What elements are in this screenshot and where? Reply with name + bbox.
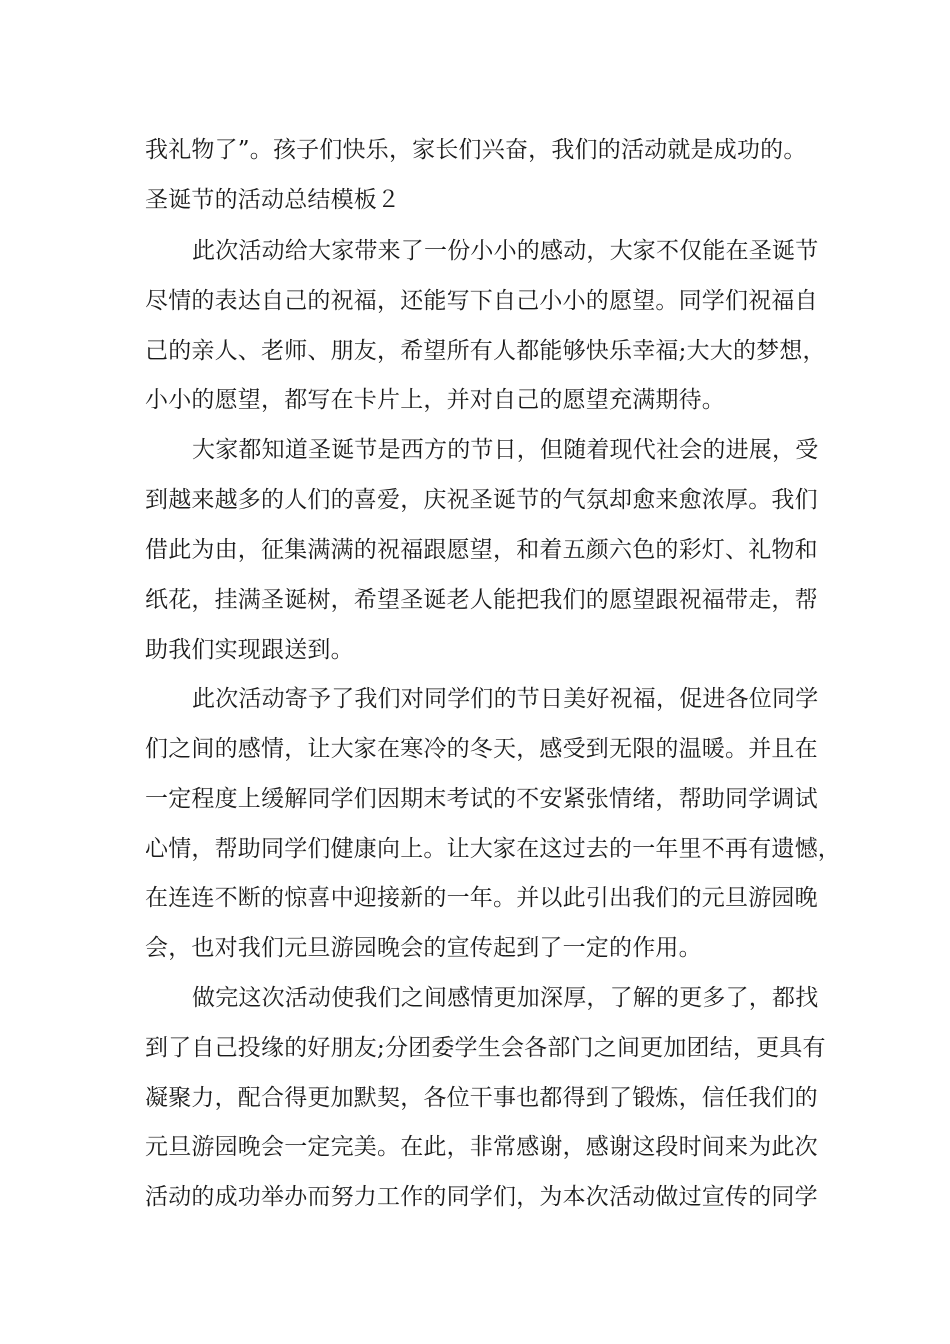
text-line: 在连连不断的惊喜中迎接新的一年。并以此引出我们的元旦游园晚 [145, 885, 818, 911]
text-line: 小小的愿望，都写在卡片上，并对自己的愿望充满期待。 [145, 387, 725, 413]
text-line: 凝聚力，配合得更加默契，各位干事也都得到了锻炼，信任我们的 [145, 1085, 818, 1111]
text-line: 此次活动寄予了我们对同学们的节日美好祝福，促进各位同学 [192, 686, 819, 712]
text-line: 纸花，挂满圣诞树，希望圣诞老人能把我们的愿望跟祝福带走，帮 [145, 587, 818, 613]
text-line: 助我们实现跟送到。 [145, 637, 354, 663]
text-line: 元旦游园晚会一定完美。在此，非常感谢，感谢这段时间来为此次 [145, 1134, 818, 1160]
text-line: 尽情的表达自己的祝福，还能写下自己小小的愿望。同学们祝福自 [145, 288, 818, 314]
text-line: 活动的成功举办而努力工作的同学们，为本次活动做过宣传的同学 [145, 1184, 818, 1210]
text-line: 们之间的感情，让大家在寒冷的冬天，感受到无限的温暖。并且在 [145, 736, 818, 762]
text-line: 我礼物了”。孩子们快乐，家长们兴奋，我们的活动就是成功的。 [145, 137, 807, 163]
text-line: 借此为由，征集满满的祝福跟愿望，和着五颜六色的彩灯、礼物和 [145, 537, 818, 563]
text-line: 会，也对我们元旦游园晚会的宣传起到了一定的作用。 [145, 935, 702, 961]
text-line: 到了自己投缘的好朋友;分团委学生会各部门之间更加团结，更具有 [145, 1035, 826, 1061]
text-line: 到越来越多的人们的喜爱，庆祝圣诞节的气氛却愈来愈浓厚。我们 [145, 487, 818, 513]
text-line: 做完这次活动使我们之间感情更加深厚，了解的更多了，都找 [192, 985, 819, 1011]
section-heading: 圣诞节的活动总结模板２ [145, 187, 401, 213]
text-line: 一定程度上缓解同学们因期末考试的不安紧张情绪，帮助同学调试 [145, 786, 818, 812]
text-line: 心情，帮助同学们健康向上。让大家在这过去的一年里不再有遗憾， [145, 836, 841, 862]
text-line: 大家都知道圣诞节是西方的节日，但随着现代社会的进展，受 [192, 437, 819, 463]
text-line: 己的亲人、老师、朋友，希望所有人都能够快乐幸福;大大的梦想， [145, 338, 826, 364]
text-line: 此次活动给大家带来了一份小小的感动，大家不仅能在圣诞节 [192, 238, 819, 264]
